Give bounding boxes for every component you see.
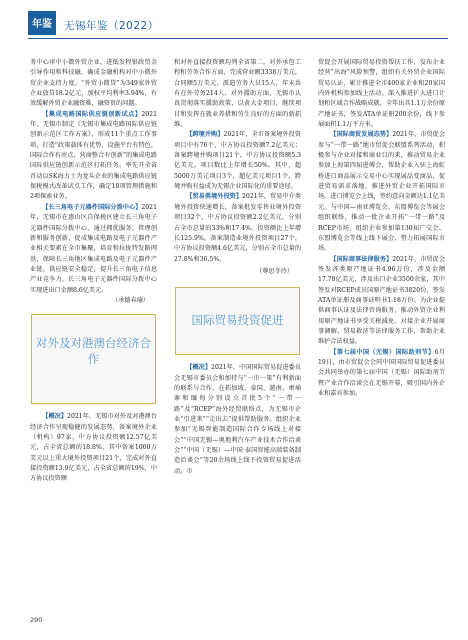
paragraph: 务中心审中小微外贸企业，进低发程银政贸金引导作用和科技融，确成金融机构对中小微外贸企业支持力度。“外贸小微贷”为349家外贸企业放贷18.2亿元，加权平均利率3.94%，有效缓解外贸企业融资难、融资贵的问题。 <box>30 59 157 108</box>
entry-text: 2021年，市贸促会参与“一带一路”地市贸促会联盟系列活动，积极参与企业对接和商业目的来，推动贸易企业参加上海第四届进博会，帮助企业入驻上海虹桥进口商品展示交易中心实现展品变商品，促进贸易需求落地，推进外贸企业开拓国际市场。进口博览会上线，签约意向金额达1.1亿美元。与中国—南亚博览会、东盟博览会等展会组织联络，推动一批企业开拓“一带一路”及RCEP市场，组织企业参加第130届广交会、东盟博览会等线上线下展会，努力拓展国际市场。 <box>318 131 445 253</box>
source-credit: （尊思冬玲） <box>256 267 293 275</box>
page-header <box>0 0 468 44</box>
entry-heading: 【长三角电子元器件国际分拨中心】 <box>42 203 142 211</box>
paragraph-trade-development <box>318 130 445 254</box>
paragraph-distribution-center <box>30 203 157 296</box>
entry-text: 6月19日，由市贸促会会同中国国际贸易促进委员会共同举办的第七届中国（无锡）国际助剂节暨产业合作洽谈会在无锡开幕，吸引国内外企业和嘉宾参加。 <box>318 348 445 397</box>
entry-text: 2021年，市贸促会签发各类原产地证书4.96万份，涉及金额17.78亿美元，涉及出口企业3500余家，其中签发对RCEP成员国原产地证书3820份，签发ATA单证册及商事证明书1.18万份。为企业提供商事认证及法律咨询服务，推动外贸企业利用原产地证书享受关税减免。对接企业开展商事调解、贸易救济等法律服务工作，帮助企业维护合法权益。 <box>318 255 445 346</box>
paragraph-trade-investment <box>174 192 301 264</box>
section-title-box: 对外及对港澳台经济合作 <box>31 314 156 404</box>
entry-heading: 【贸易类境外投资】 <box>186 193 243 201</box>
paragraph: 贸促会开展国际贸易投资帮扶工作，发布企业经营“出海”风险预警，组织有关外贸企业国际贸易认证，累计推进全市400家企业和20家国内外机构参加线上活动。深入推进扩大进口计划和区域合作战略成就，全年出具1.1万余份原产地证书，签发ATA单证册200余份，线下参展面积1.1万平方米。 <box>318 59 445 129</box>
source-credit: （承德春瑜） <box>112 296 149 304</box>
book-title: 无锡年鉴（2022） <box>64 20 159 32</box>
paragraph: 和对外直接投资额均列全省第二。对外承包工程和劳务合作方面，完成营业额3338万美元，合同额5万美元，派遣劳务人员15人，年末共有在外劳务214人。对外援助方面，无锡市认真贯彻落实援助政策，以黄大金项目，继续项目和发挥在就业养措和劳生良好的方面的新拓维。 <box>174 59 301 129</box>
paragraph-ic-supply-chain <box>30 110 157 203</box>
entry-heading: 【跨境并购】 <box>186 131 224 139</box>
paragraph-overview <box>30 412 157 484</box>
paragraph-legal-services <box>318 255 445 348</box>
entry-heading: 【概况】 <box>186 364 212 372</box>
paragraph-cross-border-ma <box>174 130 301 192</box>
entry-heading: 【集成电路国际供应链创新试点】 <box>42 110 142 118</box>
entry-text: 2021年，无锡市在惠山区自保税区建立长三角电子元器件国际分拨中心，通过拥优服务、管理创新和服务创新，促成集成电路及电子元器件产业相关要素在全市集聚，培育和拉拢特发路网基，保障长三角地区集成电路及电子元器件产业链、供应链安全稳定，提升长三角电子信息产业竞争力。长三角电子元器件国际分拨中心实现进出口金额8.6亿美元。 <box>30 203 157 294</box>
entry-text: 2021年，无锡市制定《无锡市集成电路国际供应链创新示范区工作方案》，形成11个重点工作事项，打造“政策载体有优势，设施平台有特色，国际合作有亮点，营商整合有创新”的集成电路国际供应链创新示范区打拓任务。率先开全省首动以SK海力士为龙头企业的集成电路供应链保税模式改革试点工作，确定10项管理措施和2项探索业务。 <box>30 110 157 201</box>
column-2 <box>174 58 301 477</box>
paragraph-overview <box>174 363 301 477</box>
paragraph-additive-festival <box>318 348 445 400</box>
column-3 <box>318 58 445 399</box>
entry-text: 2021年，贸易中介类境外投资快速增长，备案批发零售业境外投资项目32个，中方协议投资额2.2亿美元，分别占全市总量的33%和17.4%。投资额比上年增长125.9%。备案制造业境外投资项目27个，中方协议投资额4.6亿美元，分别占全市总量的27.8%和36.5%。 <box>174 193 301 263</box>
entry-heading: 【概况】 <box>42 413 68 421</box>
yearbook-logo-icon <box>28 11 56 35</box>
entry-heading: 【国际商贸发展态势】 <box>330 131 393 139</box>
entry-heading: 【国际商事法律服务】 <box>330 255 393 263</box>
column-1 <box>30 58 157 485</box>
entry-heading: 【第七届中国（无锡）国际助剂节】 <box>330 348 435 356</box>
section-title-box: 国际贸易投资促进 <box>175 287 300 355</box>
entry-text: 2021年，无锡市对外及对港澳台经济合作呈现稳健的发展态势，备案境外企业（机构）97家，中方协议投资额12.57亿美元，占全省总额的18.8%，其中备案1000万美元以上重大境外投资项目21个，完成对外直接投资额13.9亿美元，占全省总额的19%，中方协议投资额 <box>30 413 157 483</box>
svg-text:年鉴: 年鉴 <box>32 19 52 30</box>
header-divider <box>28 38 448 39</box>
page-number: 290 <box>30 616 43 624</box>
entry-text: 2021年，中国国际贸易促进委员会无锡市委员会和加持与“一市一策”有利新面的联系与合作，在拓加坡、泰国、越南、柬埔寨和缅甸分别设立首批5个“一带一路”及“RCEP”海外经贸联络点，为无锡市企业“引进来”“走出去”提供帮助服务。组织企业参加“无锡智能制造国际合作专场线上对接会”“中国无锡—奥地利汽车产业技术合作洽谈会”“中国（无锡）—中国·泰国智能高端装备制造洽谈会”等20余场线上线下投资贸易促进活动。市 <box>174 364 301 475</box>
entry-text: 2021年，全市备案境外投资项目中有76个，中方协议投资额7.2亿美元；备案跨境并购项目21个，中方协议投资额5.3亿美元。项目数比上年增长50%。其中，超5000万美元项目3个，超亿美元项目1个，跨境并购有益成为无锡企业国际化的重要途径。 <box>174 131 301 191</box>
